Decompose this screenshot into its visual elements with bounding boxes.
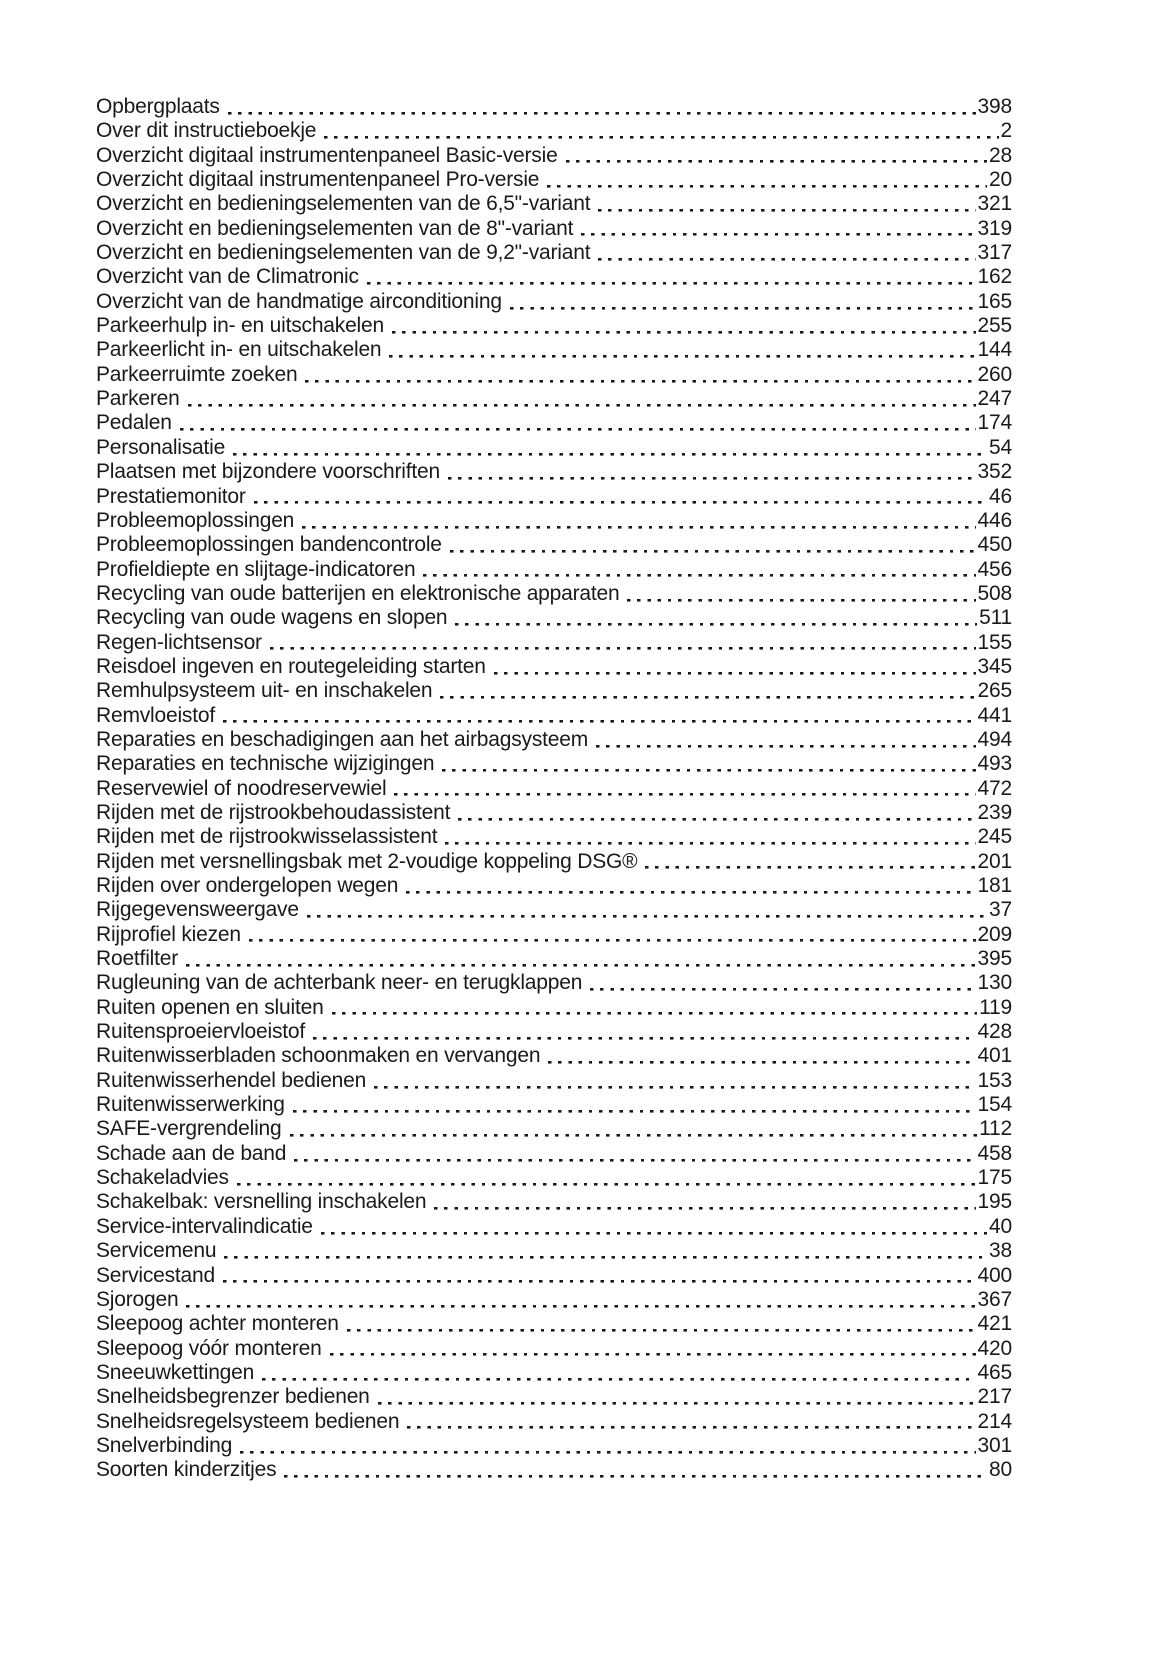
index-entry: [96, 168, 1012, 192]
index-entry: [96, 1190, 1012, 1214]
index-entry-title: Rijden met de rijstrookwisselassistent: [96, 825, 438, 849]
index-entry: [96, 947, 1012, 971]
index-entry-title: Overzicht en bedieningselementen van de 9,2"-variant: [96, 241, 591, 265]
index-entry: [96, 509, 1012, 533]
dot-leader: [442, 752, 975, 776]
index-entry-title: Profieldiepte en slijtage-indicatoren: [96, 557, 416, 581]
index-entry-title: Reisdoel ingeven en routegeleiding starten: [96, 654, 486, 678]
index-entry-page-number: 162: [977, 265, 1012, 289]
dot-leader: [254, 485, 987, 509]
dot-leader: [262, 1361, 975, 1385]
index-entry-title: Recycling van oude wagens en slopen: [96, 606, 448, 630]
index-entry-title: Overzicht en bedieningselementen van de 8"-variant: [96, 216, 574, 240]
index-entry: [96, 1239, 1012, 1263]
index-entry-title: Sleepoog achter monteren: [96, 1312, 339, 1336]
index-entry: [96, 558, 1012, 582]
index-entry: [96, 777, 1012, 801]
index-entry-title: Ruitenwisserhendel bedienen: [96, 1068, 367, 1092]
index-entry-page-number: 2: [1000, 119, 1012, 143]
dot-leader: [434, 1190, 975, 1214]
dot-leader: [302, 509, 975, 533]
index-entry-title: Service-intervalindicatie: [96, 1214, 313, 1238]
index-entry-title: Reservewiel of noodreservewiel: [96, 776, 387, 800]
index-entry-page-number: 40: [989, 1214, 1012, 1238]
index-entry-page-number: 345: [977, 654, 1012, 678]
index-entry-page-number: 352: [977, 460, 1012, 484]
index-entry-page-number: 367: [977, 1287, 1012, 1311]
index-entry-page-number: 420: [977, 1336, 1012, 1360]
index-entry-page-number: 217: [977, 1385, 1012, 1409]
index-entry-page-number: 165: [977, 289, 1012, 313]
index-entry: [96, 363, 1012, 387]
index-entry-title: Schakelbak: versnelling inschakelen: [96, 1190, 427, 1214]
index-entry-page-number: 265: [977, 679, 1012, 703]
index-entry: [96, 825, 1012, 849]
index-entry: [96, 971, 1012, 995]
index-entry-page-number: 175: [977, 1166, 1012, 1190]
index-entry-title: Servicestand: [96, 1263, 215, 1287]
dot-leader: [294, 1142, 975, 1166]
index-entry: [96, 217, 1012, 241]
index-entry-page-number: 260: [977, 362, 1012, 386]
dot-leader: [389, 338, 975, 362]
index-entry-page-number: 398: [977, 95, 1012, 118]
dot-leader: [627, 582, 975, 606]
index-entry-page-number: 37: [989, 898, 1012, 922]
index-entry-title: Ruitenwisserbladen schoonmaken en vervangen: [96, 1044, 541, 1068]
index-entry-page-number: 201: [977, 849, 1012, 873]
index-entry-page-number: 472: [977, 776, 1012, 800]
index-entry-page-number: 401: [977, 1044, 1012, 1068]
index-entry-page-number: 317: [977, 241, 1012, 265]
index-entry: [96, 1117, 1012, 1141]
index-entry: [96, 533, 1012, 557]
index-entry-title: Overzicht digitaal instrumentenpaneel Basic-versie: [96, 143, 558, 167]
index-entry-title: Rugleuning van de achterbank neer- en terugklappen: [96, 971, 583, 995]
dot-leader: [406, 874, 975, 898]
dot-leader: [293, 1093, 976, 1117]
index-entry-title: Overzicht van de handmatige airconditioning: [96, 289, 502, 313]
dot-leader: [223, 1264, 976, 1288]
index-entry: [96, 119, 1012, 143]
index-entry-title: Soorten kinderzitjes: [96, 1458, 277, 1482]
index-entry: [96, 1142, 1012, 1166]
index-entry-title: Snelheidsbegrenzer bedienen: [96, 1385, 370, 1409]
index-entry-title: Snelverbinding: [96, 1433, 233, 1457]
dot-leader: [270, 631, 976, 655]
index-entry: [96, 1434, 1012, 1458]
index-entry-title: Rijden over ondergelopen wegen: [96, 874, 399, 897]
index-entry-title: Remhulpsysteem uit- en inschakelen: [96, 679, 433, 703]
index-entry-title: Parkeerruimte zoeken: [96, 362, 298, 386]
index-list: [96, 95, 1012, 1483]
dot-leader: [374, 1069, 975, 1093]
index-entry-title: Ruiten openen en sluiten: [96, 995, 324, 1019]
index-entry-title: Rijgegevensweergave: [96, 898, 299, 922]
dot-leader: [458, 801, 975, 825]
index-entry: [96, 1337, 1012, 1361]
index-entry: [96, 606, 1012, 630]
index-entry: [96, 1044, 1012, 1068]
dot-leader: [392, 314, 976, 338]
index-entry-title: Overzicht van de Climatronic: [96, 265, 359, 289]
dot-leader: [307, 898, 987, 922]
index-entry-title: Overzicht digitaal instrumentenpaneel Pro-versie: [96, 168, 540, 192]
dot-leader: [510, 290, 976, 314]
index-entry-title: Rijden met versnellingsbak met 2-voudige koppeling DSG®: [96, 849, 638, 873]
index-entry-page-number: 446: [977, 508, 1012, 532]
index-entry-page-number: 421: [977, 1312, 1012, 1336]
index-entry-title: Rijden met de rijstrookbehoudassistent: [96, 800, 451, 824]
dot-leader: [645, 850, 975, 874]
index-entry: [96, 679, 1012, 703]
index-entry-page-number: 428: [977, 1020, 1012, 1044]
dot-leader: [598, 192, 975, 216]
index-entry-page-number: 112: [979, 1117, 1012, 1141]
dot-leader: [598, 241, 975, 265]
index-entry-title: Overzicht en bedieningselementen van de 6,5"-variant: [96, 192, 591, 216]
index-entry: [96, 1361, 1012, 1385]
index-entry: [96, 460, 1012, 484]
dot-leader: [394, 777, 975, 801]
dot-leader: [445, 825, 975, 849]
dot-leader: [347, 1312, 976, 1336]
dot-leader: [566, 144, 987, 168]
index-entry-title: Ruitensproeiervloeistof: [96, 1020, 306, 1044]
index-entry-title: Rijprofiel kiezen: [96, 922, 241, 946]
index-entry-page-number: 494: [977, 727, 1012, 751]
index-entry-page-number: 511: [979, 606, 1012, 630]
index-entry-page-number: 458: [977, 1141, 1012, 1165]
index-entry-title: SAFE-vergrendeling: [96, 1117, 282, 1141]
index-entry: [96, 1069, 1012, 1093]
index-entry-page-number: 119: [979, 995, 1012, 1019]
index-entry: [96, 314, 1012, 338]
index-entry: [96, 95, 1012, 119]
dot-leader: [313, 1020, 976, 1044]
index-entry: [96, 1166, 1012, 1190]
index-entry-title: Sjorogen: [96, 1287, 179, 1311]
index-entry: [96, 1410, 1012, 1434]
dot-leader: [590, 971, 975, 995]
index-entry-title: Regen-lichtsensor: [96, 630, 262, 654]
dot-leader: [367, 265, 976, 289]
dot-leader: [332, 996, 978, 1020]
dot-leader: [407, 1410, 975, 1434]
dot-leader: [324, 119, 998, 143]
dot-leader: [228, 95, 976, 119]
index-entry: [96, 1215, 1012, 1239]
index-entry-title: Reparaties en technische wijzigingen: [96, 752, 435, 776]
dot-leader: [581, 217, 975, 241]
index-entry-title: Plaatsen met bijzondere voorschriften: [96, 460, 440, 484]
index-entry-page-number: 321: [977, 192, 1012, 216]
index-entry: [96, 582, 1012, 606]
index-entry: [96, 411, 1012, 435]
dot-leader: [305, 363, 975, 387]
dot-leader: [290, 1117, 978, 1141]
dot-leader: [440, 679, 975, 703]
index-entry: [96, 704, 1012, 728]
index-entry: [96, 1264, 1012, 1288]
dot-leader: [284, 1458, 987, 1482]
dot-leader: [448, 460, 976, 484]
index-entry: [96, 1020, 1012, 1044]
index-entry: [96, 1458, 1012, 1482]
index-entry: [96, 1288, 1012, 1312]
index-entry-title: Probleemoplossingen: [96, 508, 295, 532]
dot-leader: [494, 655, 976, 679]
index-entry-page-number: 181: [977, 874, 1012, 897]
index-entry-page-number: 54: [989, 435, 1012, 459]
index-entry-title: Sleepoog vóór monteren: [96, 1336, 322, 1360]
index-entry-page-number: 174: [977, 411, 1012, 435]
index-entry-title: Parkeerhulp in- en uitschakelen: [96, 314, 384, 338]
index-entry-title: Reparaties en beschadigingen aan het airbagsysteem: [96, 727, 589, 751]
index-entry: [96, 874, 1012, 898]
index-entry-title: Schakeladvies: [96, 1166, 229, 1190]
index-entry-page-number: 214: [977, 1409, 1012, 1433]
dot-leader: [233, 436, 987, 460]
dot-leader: [237, 1166, 976, 1190]
dot-leader: [455, 606, 977, 630]
index-entry-page-number: 155: [977, 630, 1012, 654]
index-entry-title: Ruitenwisserwerking: [96, 1093, 285, 1117]
index-entry: [96, 1093, 1012, 1117]
index-entry-page-number: 301: [977, 1433, 1012, 1457]
index-entry: [96, 898, 1012, 922]
index-entry: [96, 436, 1012, 460]
index-entry: [96, 728, 1012, 752]
index-entry-title: Schade aan de band: [96, 1141, 287, 1165]
index-entry: [96, 752, 1012, 776]
dot-leader: [547, 168, 987, 192]
index-entry-title: Opbergplaats: [96, 95, 220, 118]
index-entry-page-number: 441: [977, 703, 1012, 727]
index-entry-page-number: 20: [989, 168, 1012, 192]
index-entry-page-number: 28: [989, 143, 1012, 167]
index-entry-page-number: 239: [977, 800, 1012, 824]
index-entry: [96, 1385, 1012, 1409]
index-entry: [96, 144, 1012, 168]
index-entry-title: Snelheidsregelsysteem bedienen: [96, 1409, 400, 1433]
index-entry-page-number: 255: [977, 314, 1012, 338]
index-entry-title: Roetfilter: [96, 947, 179, 971]
index-entry-page-number: 508: [977, 581, 1012, 605]
index-entry: [96, 850, 1012, 874]
dot-leader: [321, 1215, 987, 1239]
dot-leader: [186, 1288, 975, 1312]
index-entry-title: Parkeerlicht in- en uitschakelen: [96, 338, 382, 362]
index-entry-page-number: 245: [977, 825, 1012, 849]
dot-leader: [596, 728, 976, 752]
index-entry-title: Probleemoplossingen bandencontrole: [96, 533, 442, 557]
dot-leader: [249, 923, 976, 947]
index-entry-title: Personalisatie: [96, 435, 226, 459]
dot-leader: [240, 1434, 975, 1458]
index-entry: [96, 387, 1012, 411]
index-entry-title: Over dit instructieboekje: [96, 119, 317, 143]
index-entry-title: Prestatiemonitor: [96, 484, 246, 508]
index-entry: [96, 192, 1012, 216]
index-entry: [96, 241, 1012, 265]
index-entry-page-number: 395: [977, 947, 1012, 971]
index-entry-title: Parkeren: [96, 387, 180, 411]
dot-leader: [423, 558, 975, 582]
index-entry-page-number: 46: [989, 484, 1012, 508]
index-entry-page-number: 319: [977, 216, 1012, 240]
index-entry-page-number: 465: [977, 1360, 1012, 1384]
index-entry-page-number: 130: [977, 971, 1012, 995]
dot-leader: [224, 1239, 987, 1263]
index-entry-page-number: 38: [989, 1239, 1012, 1263]
index-entry-title: Recycling van oude batterijen en elektronische apparaten: [96, 581, 620, 605]
index-entry: [96, 1312, 1012, 1336]
index-entry-title: Pedalen: [96, 411, 172, 435]
index-entry-title: Servicemenu: [96, 1239, 217, 1263]
index-entry-page-number: 80: [989, 1458, 1012, 1482]
index-entry: [96, 338, 1012, 362]
index-entry-page-number: 209: [977, 922, 1012, 946]
dot-leader: [548, 1044, 975, 1068]
index-entry-page-number: 144: [977, 338, 1012, 362]
index-entry: [96, 801, 1012, 825]
index-entry: [96, 485, 1012, 509]
dot-leader: [330, 1337, 976, 1361]
index-entry: [96, 290, 1012, 314]
index-entry-page-number: 195: [977, 1190, 1012, 1214]
index-entry: [96, 631, 1012, 655]
index-entry-page-number: 450: [977, 533, 1012, 557]
dot-leader: [188, 387, 976, 411]
dot-leader: [180, 411, 976, 435]
index-entry: [96, 923, 1012, 947]
dot-leader: [378, 1385, 976, 1409]
dot-leader: [450, 533, 976, 557]
index-entry-title: Remvloeistof: [96, 703, 215, 727]
dot-leader: [223, 704, 976, 728]
index-entry: [96, 265, 1012, 289]
index-entry: [96, 655, 1012, 679]
index-entry: [96, 996, 1012, 1020]
index-entry-page-number: 493: [977, 752, 1012, 776]
dot-leader: [186, 947, 976, 971]
index-entry-page-number: 456: [977, 557, 1012, 581]
index-entry-page-number: 400: [977, 1263, 1012, 1287]
index-entry-title: Sneeuwkettingen: [96, 1360, 255, 1384]
index-entry-page-number: 154: [977, 1093, 1012, 1117]
index-entry-page-number: 153: [977, 1068, 1012, 1092]
index-entry-page-number: 247: [977, 387, 1012, 411]
